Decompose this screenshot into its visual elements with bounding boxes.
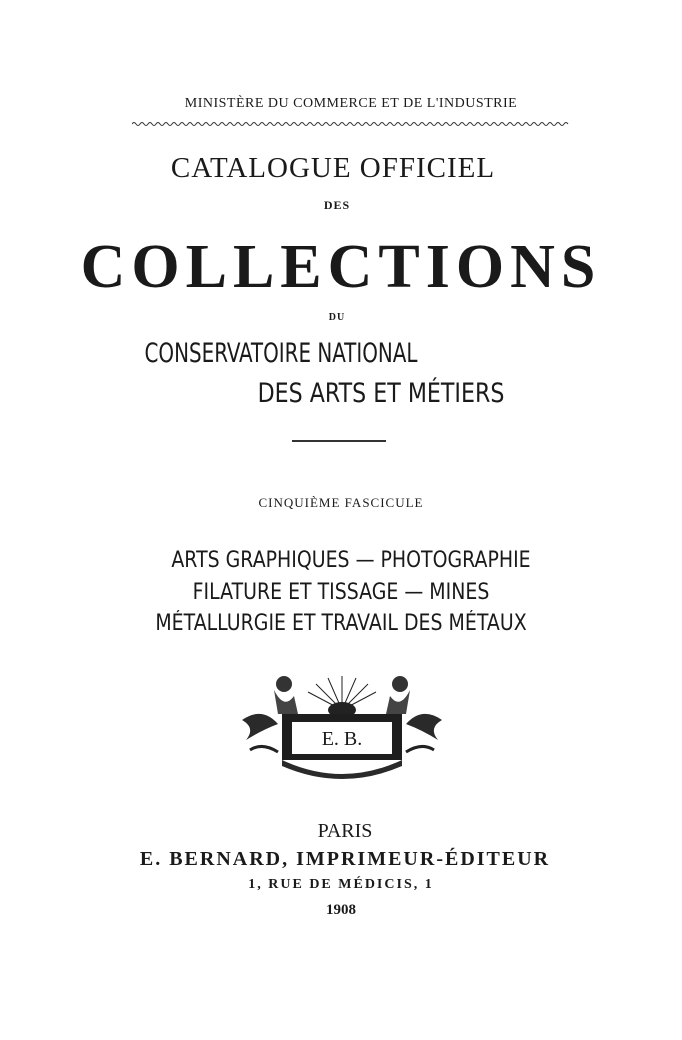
publication-year: 1908 <box>326 902 356 918</box>
printer-emblem-icon <box>232 670 452 782</box>
wavy-rule-divider <box>132 121 570 127</box>
svg-text:E. B.: E. B. <box>321 728 363 750</box>
title-du: DU <box>328 312 346 323</box>
catalogue-title: CATALOGUE OFFICIEL <box>170 152 496 184</box>
topic-line-1: ARTS GRAPHIQUES — PHOTOGRAPHIE <box>171 548 531 573</box>
fascicule-label: CINQUIÈME FASCICULE <box>258 495 424 510</box>
topic-line-2: FILATURE ET TISSAGE — MINES <box>192 580 490 605</box>
publisher-address: 1, RUE DE MÉDICIS, 1 <box>248 877 434 892</box>
publication-city: PARIS <box>317 820 373 842</box>
collections-title: COLLECTIONS <box>80 233 602 301</box>
short-rule-divider <box>292 440 386 442</box>
publisher-name: E. BERNARD, IMPRIMEUR-ÉDITEUR <box>139 848 551 870</box>
institution-line-1: CONSERVATOIRE NATIONAL <box>144 338 418 369</box>
institution-line-2: DES ARTS ET MÉTIERS <box>257 378 505 409</box>
title-des: DES <box>323 198 351 212</box>
ministry-header: MINISTÈRE DU COMMERCE ET DE L'INDUSTRIE <box>184 96 518 111</box>
topic-line-3: MÉTALLURGIE ET TRAVAIL DES MÉTAUX <box>155 611 527 636</box>
